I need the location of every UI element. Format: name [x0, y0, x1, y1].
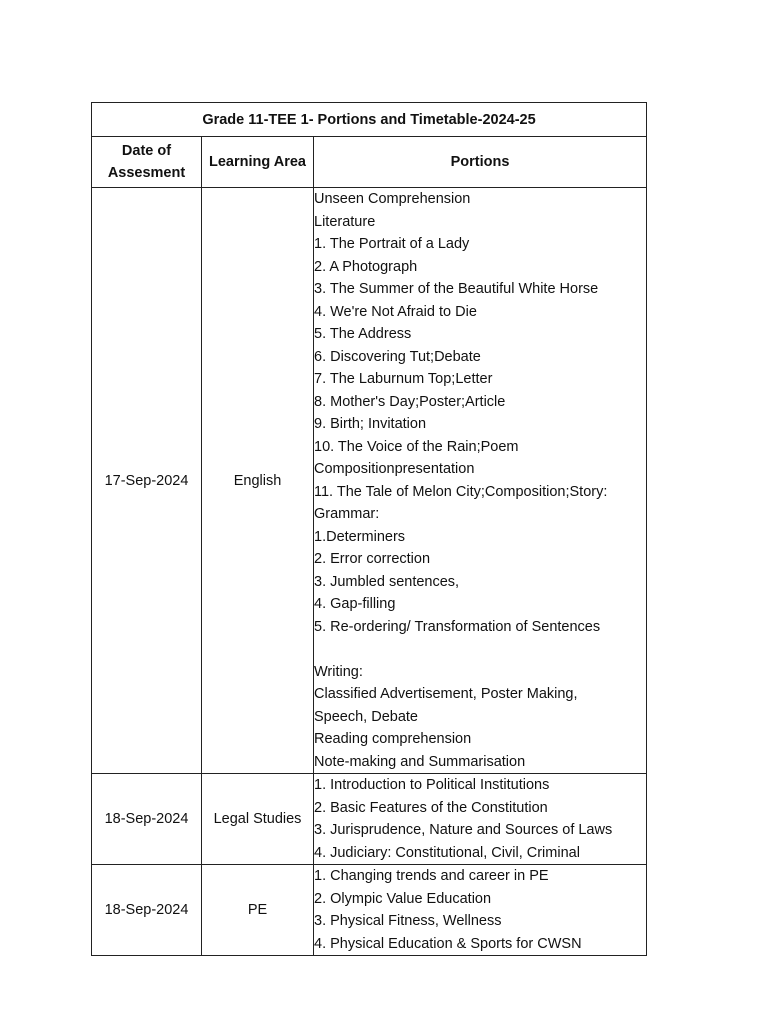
portion-item: Compositionpresentation — [314, 461, 475, 477]
portion-item: 4. We're Not Afraid to Die — [314, 303, 477, 320]
portion-item: Reading comprehension — [314, 731, 472, 747]
learning-area: English — [202, 188, 314, 774]
portion-item: 10. The Voice of the Rain;Poem — [314, 438, 519, 455]
portion-item: 8. Mother's Day;Poster;Article — [314, 393, 506, 410]
portion-item: 4. Physical Education & Sports for CWSN — [314, 935, 582, 952]
portion-item: Writing: — [314, 663, 363, 680]
portion-item: 5. Re-ordering/ Transformation of Sentences — [314, 618, 601, 635]
portion-item: 2. Olympic Value Education — [314, 890, 492, 907]
portion-item: Note-making and Summarisation — [314, 753, 526, 770]
portion-item: 3. Jurisprudence, Nature and Sources of Laws — [314, 822, 613, 838]
portion-item: 2. Error correction — [314, 551, 431, 567]
table-body — [92, 188, 647, 956]
portion-item: 2. Basic Features of the Constitution — [314, 799, 548, 816]
portion-item: Unseen Comprehension — [314, 191, 471, 207]
portion-item: 1. Introduction to Political Institutions — [314, 777, 550, 793]
portion-item: 4. Judiciary: Constitutional, Civil, Criminal — [314, 844, 580, 861]
header-portions: Portions — [314, 137, 647, 188]
portion-item: 7. The Laburnum Top;Letter — [314, 371, 493, 387]
header-row — [92, 137, 647, 188]
portions-cell — [314, 188, 647, 774]
portion-item: Speech, Debate — [314, 708, 418, 725]
portion-item: 3. Physical Fitness, Wellness — [314, 913, 502, 929]
portion-item: 1. Changing trends and career in PE — [314, 868, 549, 884]
portion-item: 6. Discovering Tut;Debate — [314, 348, 481, 365]
header-date: Date of Assesment — [92, 137, 202, 188]
portion-item: Grammar: — [314, 506, 380, 522]
assessment-date: 18-Sep-2024 — [92, 774, 202, 865]
timetable-table — [91, 102, 647, 956]
table-row — [92, 774, 647, 865]
portion-item: 2. A Photograph — [314, 258, 418, 275]
portion-item — [314, 638, 646, 661]
table-row — [92, 865, 647, 956]
title-row — [92, 103, 647, 137]
portion-item: 9. Birth; Invitation — [314, 416, 427, 432]
portion-item: 5. The Address — [314, 326, 412, 342]
portions-cell — [314, 774, 647, 865]
portion-item: 1.Determiners — [314, 528, 406, 545]
assessment-date: 18-Sep-2024 — [92, 865, 202, 956]
learning-area: Legal Studies — [202, 774, 314, 865]
portion-item: Literature — [314, 213, 376, 230]
header-learning-area: Learning Area — [202, 137, 314, 188]
portion-item: 1. The Portrait of a Lady — [314, 236, 470, 252]
learning-area: PE — [202, 865, 314, 956]
portion-item: 4. Gap-filling — [314, 596, 396, 612]
portion-item: 11. The Tale of Melon City;Composition;Story: — [314, 483, 608, 500]
portion-item: Classified Advertisement, Poster Making, — [314, 686, 578, 702]
table-row — [92, 188, 647, 774]
assessment-date: 17-Sep-2024 — [92, 188, 202, 774]
portion-item: 3. Jumbled sentences, — [314, 573, 460, 590]
table-title: Grade 11-TEE 1- Portions and Timetable-2024-25 — [92, 103, 647, 137]
portion-item: 3. The Summer of the Beautiful White Horse — [314, 281, 599, 297]
portions-cell — [314, 865, 647, 956]
